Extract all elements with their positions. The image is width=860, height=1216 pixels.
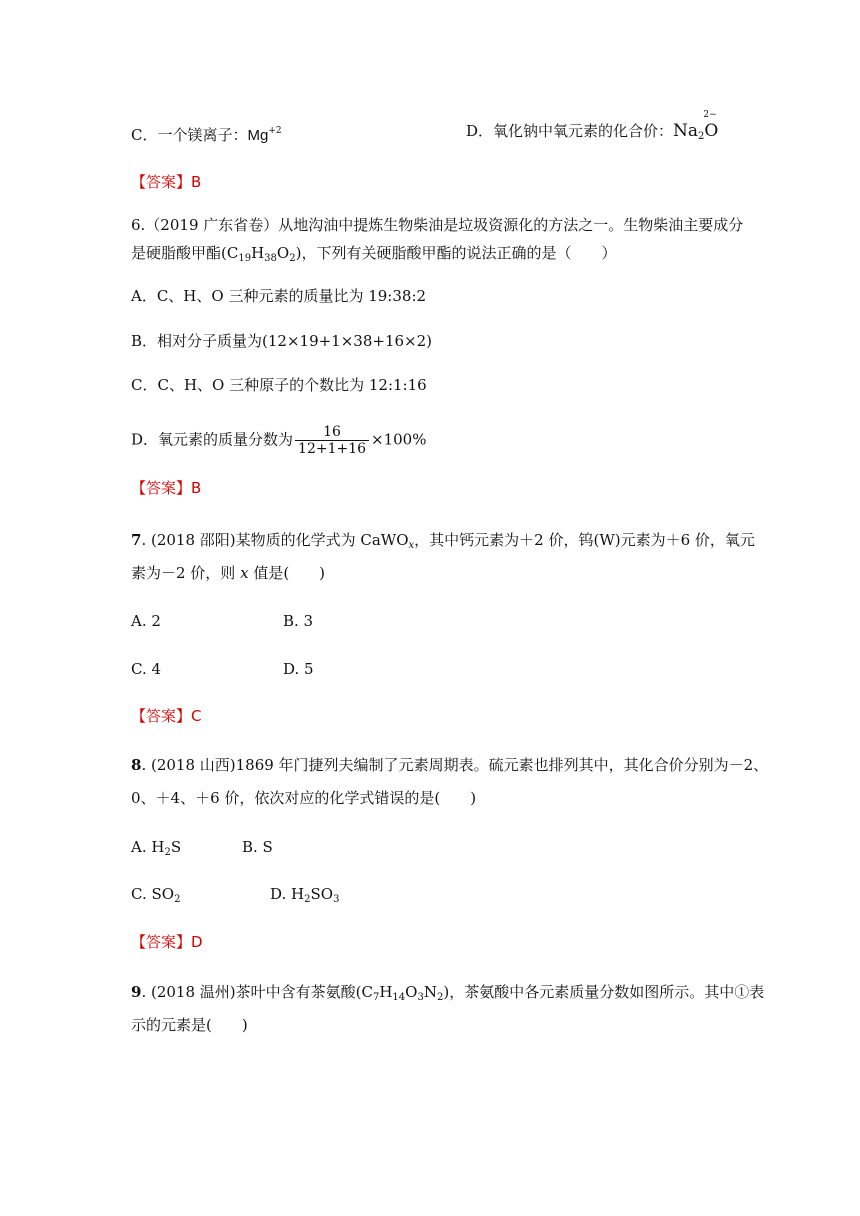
q5-option-d-valence: 2−: [703, 110, 717, 120]
q6-stem-line2: 是硬脂酸甲酯$(C_{19}H_{38}O_2)$，下列有关硬脂酸甲酯的说法正确的是（ ）: [131, 244, 617, 264]
q6-stem-line1: 6.（2019 广东省卷）从地沟油中提炼生物柴油是垃圾资源化的方法之一。生物柴油主要成分: [131, 216, 744, 234]
answer-label: 【答案】: [131, 933, 192, 951]
answer-label: 【答案】: [131, 173, 192, 191]
q5-option-d-na: Na: [673, 121, 699, 141]
q7-answer: [131, 706, 202, 726]
q6-option-d: D．氧元素的质量分数为 $\frac{16}{12+1+16}$ ×100%: [131, 424, 427, 457]
q7-option-c: C. 4: [131, 660, 162, 678]
q5-option-c-charge: +2: [268, 126, 282, 136]
answer-label: 【答案】: [131, 479, 192, 497]
q9-stem-line2: 示的元素是( ): [131, 1016, 248, 1034]
q5-option-d-oxygen: 2− O: [704, 121, 718, 141]
q5-option-c-formula: Mg: [247, 127, 269, 144]
answer-label: 【答案】: [131, 707, 192, 725]
q7-option-b: B. 3: [283, 612, 314, 630]
q7-option-d: D. 5: [283, 660, 314, 678]
q5-option-c: [131, 121, 282, 146]
q7-stem-line1: 7. (2018 邵阳)某物质的化学式为 CaWO$_x$，其中钙元素为＋2 价，钨(W)元素为＋6 价，氧元: [131, 531, 755, 551]
q8-option-b: B. S: [242, 838, 273, 856]
answer-value: C: [191, 707, 202, 725]
q5-option-c-text: C．一个镁离子：: [131, 126, 248, 144]
q8-option-c: C. $SO_2$: [131, 885, 181, 905]
q8-option-d: D. $H_2SO_3$: [270, 885, 340, 905]
q6-option-c: C．C、H、O 三种原子的个数比为 12:1:16: [131, 376, 427, 394]
q5-answer: [131, 172, 201, 192]
answer-value: B: [191, 479, 202, 497]
answer-value: D: [191, 933, 203, 951]
q8-stem-line2: 0、＋4、＋6 价，依次对应的化学式错误的是( ): [131, 789, 477, 807]
q8-answer: [131, 932, 203, 952]
q6-answer: [131, 478, 201, 498]
q7-option-a: A. 2: [131, 612, 161, 630]
q7-stem-line2: 素为－2 价，则 x 值是( ): [131, 564, 326, 582]
q8-stem-line1: 8. (2018 山西)1869 年门捷列夫编制了元素周期表。硫元素也排列其中，其化合价分别为－2、: [131, 756, 769, 774]
q6-option-b: B．相对分子质量为(12×19+1×38+16×2): [131, 332, 433, 350]
q8-option-a: A. $H_2S$: [131, 838, 182, 858]
q5-option-d-sub: 2: [698, 131, 705, 142]
q5-option-d: [466, 110, 719, 147]
q9-stem-line1: 9. (2018 温州)茶叶中含有茶氨酸$(C_7H_{14}O_3N_2)$，茶氨酸中各元素质量分数如图所示。其中①表: [131, 983, 765, 1003]
q5-option-d-text: D．氧化钠中氧元素的化合价：: [466, 122, 674, 140]
q6-fraction: $\frac{16}{12+1+16}$: [295, 424, 369, 457]
q6-option-a: A．C、H、O 三种元素的质量比为 19:38:2: [131, 287, 427, 305]
answer-value: B: [191, 173, 202, 191]
